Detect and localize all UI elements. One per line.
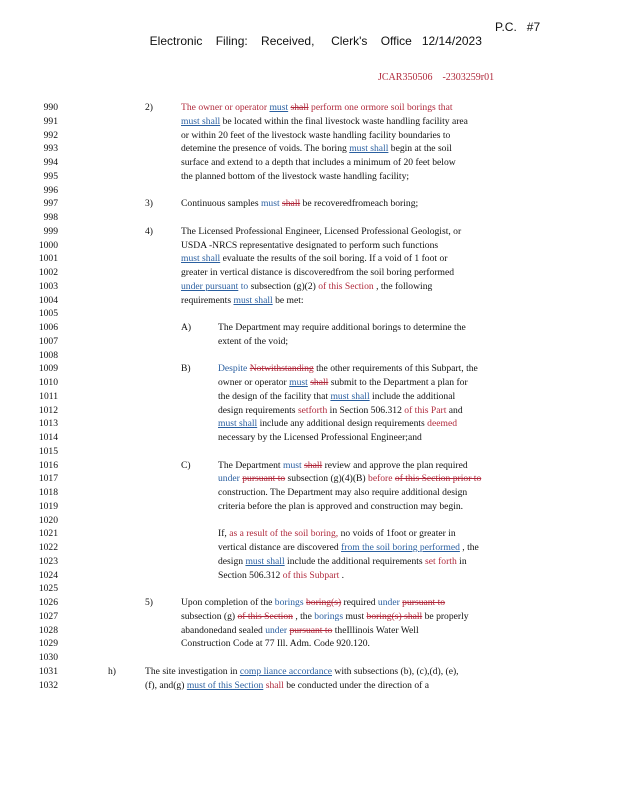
text-run: extent of the void; — [218, 335, 289, 347]
amended-text: of this Subpart — [282, 569, 340, 581]
deleted-text: Notwithstanding — [249, 363, 314, 375]
deleted-text: pursuant to — [402, 597, 446, 608]
line-number: 1027 — [38, 610, 58, 622]
line-number: 1028 — [38, 624, 58, 636]
text-run: theIllinois Water Well — [332, 624, 419, 636]
document-line — [0, 637, 618, 651]
line-number: 1030 — [38, 652, 58, 663]
line-text — [218, 555, 467, 569]
document-line — [0, 541, 618, 555]
filing-header — [143, 20, 553, 62]
deleted-text: shall — [290, 102, 309, 113]
amended-text: set forth — [425, 555, 457, 567]
line-number: 997 — [43, 198, 58, 210]
amended-text: must shall — [233, 294, 273, 306]
filing-header-page: P.C. #7 — [495, 20, 541, 34]
document-line — [0, 596, 618, 610]
line-text — [181, 142, 452, 156]
line-text — [218, 500, 463, 514]
line-number: 1018 — [38, 487, 58, 498]
document-line — [0, 142, 618, 156]
item-label: 2) — [145, 102, 153, 113]
line-number: 1019 — [38, 500, 58, 512]
line-text — [218, 486, 467, 500]
line-number: 1010 — [38, 377, 58, 388]
line-text — [181, 294, 304, 308]
document-line — [0, 569, 618, 583]
text-run: construction. The Department may also require additional design — [218, 487, 468, 498]
text-run: begin at the soil — [388, 143, 452, 155]
text-run: the planned bottom of the livestock waste handling facility; — [181, 170, 410, 182]
document-line — [0, 679, 618, 693]
item-label: 5) — [145, 597, 153, 608]
text-run: subsection (g)(4)(B) — [285, 473, 369, 485]
text-run: abandonedand sealed — [181, 624, 266, 636]
rule-text-body — [0, 101, 618, 692]
deleted-text: boring(s) — [305, 597, 342, 608]
text-run: The site investigation in — [145, 665, 240, 677]
filing-header-title: Electronic Filing: Received, Clerk's Office 12/14/2023 — [149, 34, 482, 48]
line-text — [218, 362, 478, 376]
document-line — [0, 349, 618, 363]
line-text — [181, 624, 419, 638]
line-number: 1024 — [38, 569, 58, 581]
document-line — [0, 335, 618, 349]
text-run: subsection (g)(2) — [250, 280, 319, 292]
line-text — [218, 417, 457, 431]
text-run: design — [218, 555, 246, 567]
text-run: (f), and(g) — [145, 679, 187, 691]
amended-text: must — [289, 377, 308, 388]
text-run: owner or operator — [218, 377, 290, 388]
text-run: , the — [292, 610, 315, 622]
amended-text: from the soil boring performed — [341, 542, 460, 553]
amended-text: must shall — [349, 143, 389, 155]
line-number: 1031 — [38, 665, 58, 677]
line-text — [145, 679, 429, 693]
document-line — [0, 252, 618, 266]
text-run: . — [339, 569, 345, 581]
text-run: and — [446, 404, 463, 416]
line-text — [218, 321, 466, 335]
line-text — [218, 541, 479, 555]
line-number: 995 — [43, 170, 58, 182]
amended-text: under — [265, 624, 288, 636]
document-line — [0, 527, 618, 541]
text-run: include any additional design requirements — [257, 418, 428, 430]
amended-text: must shall — [181, 115, 221, 127]
line-text — [181, 596, 445, 610]
amended-text: must shall — [330, 390, 370, 402]
line-text — [181, 101, 453, 115]
line-number: 1008 — [38, 349, 58, 361]
text-run: If, — [218, 528, 230, 540]
amended-text: setforth — [297, 404, 328, 416]
line-text — [218, 472, 481, 486]
line-number: 1032 — [38, 679, 58, 691]
text-run: review and approve the plan required — [322, 459, 468, 471]
deleted-text: shall — [304, 459, 323, 471]
line-number: 1003 — [38, 280, 58, 292]
document-line — [0, 225, 618, 239]
line-text — [181, 225, 461, 239]
text-run: Section 506.312 — [218, 569, 283, 581]
line-text — [181, 266, 454, 280]
line-number: 1017 — [38, 473, 58, 485]
document-line — [0, 197, 618, 211]
text-run: Upon completion of the — [181, 597, 275, 608]
text-run: or within 20 feet of the livestock waste handling facility boundaries to — [181, 129, 451, 141]
line-number: 994 — [43, 157, 58, 168]
document-line — [0, 307, 618, 321]
amended-text: Despite — [218, 363, 250, 375]
amended-text: deemed — [427, 418, 458, 430]
text-run: Construction Code at 77 Ill. Adm. Code 920.120. — [181, 638, 370, 650]
line-number: 1002 — [38, 267, 58, 278]
item-label: h) — [108, 665, 116, 677]
item-label: C) — [181, 459, 191, 471]
line-number: 1011 — [39, 390, 58, 402]
document-line — [0, 472, 618, 486]
line-text — [218, 404, 463, 418]
deleted-text: of this Section prior to — [394, 473, 482, 485]
text-run: criteria before the plan is approved and construction may begin. — [218, 500, 464, 512]
text-run: requirements — [181, 294, 234, 306]
item-label: 3) — [145, 198, 153, 210]
text-run: design requirements — [218, 404, 298, 416]
document-line — [0, 417, 618, 431]
text-run: surface and extend to a depth that includes a minimum of 20 feet below — [181, 157, 456, 168]
text-run: include the additional — [369, 390, 456, 402]
line-number: 991 — [43, 115, 58, 127]
document-line — [0, 624, 618, 638]
amended-text: to — [238, 280, 251, 292]
text-run: be conducted under the direction of a — [283, 679, 430, 691]
amended-text: under pursuant — [181, 280, 239, 292]
line-number: 1001 — [38, 253, 58, 265]
line-text — [218, 459, 468, 473]
line-number: 992 — [43, 129, 58, 141]
document-line — [0, 390, 618, 404]
text-run: USDA -NRCS representative designated to perform such functions — [181, 239, 439, 251]
document-line — [0, 321, 618, 335]
line-text — [181, 280, 432, 294]
document-line — [0, 184, 618, 198]
amended-text: of this Part — [404, 404, 447, 416]
document-line — [0, 376, 618, 390]
document-line — [0, 101, 618, 115]
document-line — [0, 651, 618, 665]
text-run: be recoveredfromeach boring; — [300, 198, 419, 210]
amended-text: borings — [314, 610, 344, 622]
line-number: 996 — [43, 184, 58, 196]
document-line — [0, 239, 618, 253]
line-text — [181, 197, 418, 211]
text-run: be located within the final livestock waste handling facility area — [220, 115, 468, 127]
line-text — [218, 376, 468, 390]
amended-text: comp liance accordance — [239, 665, 333, 677]
line-number: 1012 — [38, 404, 58, 416]
text-run: the design of the facility that — [218, 390, 331, 402]
line-number: 1009 — [38, 363, 58, 375]
amended-text: of this Section — [318, 280, 374, 292]
item-label: A) — [181, 322, 192, 333]
deleted-text: shall — [282, 198, 301, 210]
amended-text: must shall — [245, 555, 285, 567]
line-number: 1029 — [38, 638, 58, 650]
document-line — [0, 431, 618, 445]
document-line — [0, 486, 618, 500]
document-line — [0, 156, 618, 170]
line-number: 1025 — [38, 583, 58, 595]
text-run: in — [456, 555, 467, 567]
line-number: 1023 — [38, 555, 58, 567]
document-line — [0, 459, 618, 473]
line-number: 1014 — [38, 432, 58, 443]
deleted-text: of this Section — [237, 610, 293, 622]
document-line — [0, 170, 618, 184]
text-run: required — [341, 597, 378, 608]
text-run: greater in vertical distance is discoveredfrom the soil boring performed — [181, 267, 455, 278]
text-run: must — [343, 610, 367, 622]
line-text — [181, 170, 409, 184]
line-text — [181, 610, 469, 624]
line-text — [218, 335, 288, 349]
deleted-text: boring(s) shall — [366, 610, 423, 622]
text-run: The Department may require additional borings to determine the — [218, 322, 466, 333]
text-run: evaluate the results of the soil boring. If a void of 1 foot or — [220, 253, 448, 265]
amended-text: as a result of the soil boring, — [229, 528, 339, 540]
text-run: The Licensed Professional Engineer, Licensed Professional Geologist, or — [181, 225, 462, 237]
deleted-text: pursuant to — [242, 473, 286, 485]
amended-text: perform one ormore soil borings that — [308, 102, 453, 113]
line-number: 993 — [43, 143, 58, 155]
amended-text: must — [269, 102, 289, 113]
document-line — [0, 665, 618, 679]
line-text — [218, 569, 344, 583]
amended-text: shall — [265, 679, 284, 691]
text-run: The Department — [218, 459, 283, 471]
line-number: 1013 — [38, 418, 58, 430]
line-number: 999 — [43, 225, 58, 237]
line-text — [181, 129, 450, 143]
line-text — [181, 252, 447, 266]
amended-text: under — [218, 473, 243, 485]
line-number: 1015 — [38, 445, 58, 457]
text-run: vertical distance are discovered — [218, 542, 342, 553]
document-line — [0, 294, 618, 308]
text-run: with subsections (b), (c),(d), (e), — [332, 665, 459, 677]
line-text — [181, 156, 456, 170]
item-label: 4) — [145, 225, 153, 237]
amended-text: must shall — [218, 418, 258, 430]
line-number: 1022 — [38, 542, 58, 553]
line-number: 1006 — [38, 322, 58, 333]
line-text — [181, 115, 468, 129]
text-run: in Section 506.312 — [327, 404, 405, 416]
line-number: 1004 — [38, 294, 58, 306]
line-text — [218, 431, 422, 445]
document-line — [0, 129, 618, 143]
document-line — [0, 280, 618, 294]
amended-text: must — [260, 198, 280, 210]
text-run: detemine the presence of voids. The boring — [181, 143, 350, 155]
deleted-text: pursuant to — [289, 624, 333, 636]
document-line — [0, 362, 618, 376]
text-run: include the additional requirements — [284, 555, 426, 567]
document-line — [0, 514, 618, 528]
line-number: 990 — [43, 102, 58, 113]
text-run: be met: — [272, 294, 304, 306]
text-run: , the — [459, 542, 479, 553]
line-number: 1020 — [38, 514, 58, 526]
line-number: 1021 — [38, 528, 58, 540]
text-run: be properly — [422, 610, 469, 622]
amended-text: must — [283, 459, 302, 471]
line-number: 1016 — [38, 459, 58, 471]
amended-text: must of this Section — [186, 679, 264, 691]
line-number: 1026 — [38, 597, 58, 608]
text-run: submit to the Department a plan for — [328, 377, 468, 388]
document-line — [0, 211, 618, 225]
amended-text: before — [368, 473, 393, 485]
document-line — [0, 266, 618, 280]
line-text — [218, 390, 455, 404]
amended-text: The owner or operator — [181, 102, 270, 113]
line-text — [181, 637, 370, 651]
text-run: subsection (g) — [181, 610, 238, 622]
document-id: JCAR350506 -2303259r01 — [378, 72, 495, 83]
document-line — [0, 445, 618, 459]
amended-text: must shall — [181, 253, 221, 265]
text-run: the other requirements of this Subpart, the — [313, 363, 478, 375]
line-text — [218, 527, 456, 541]
line-text — [145, 665, 459, 679]
line-number: 1005 — [38, 308, 58, 320]
text-run: no voids of 1foot or greater in — [338, 528, 456, 540]
text-run: Continuous samples — [181, 198, 261, 210]
line-number: 1007 — [38, 335, 58, 347]
text-run: , the following — [373, 280, 433, 292]
amended-text: borings — [274, 597, 304, 608]
line-text — [181, 239, 438, 253]
line-number: 1000 — [38, 239, 58, 251]
document-line — [0, 582, 618, 596]
document-line — [0, 115, 618, 129]
deleted-text: shall — [310, 377, 329, 388]
document-line — [0, 404, 618, 418]
amended-text: under — [377, 597, 400, 608]
document-line — [0, 610, 618, 624]
document-line — [0, 500, 618, 514]
text-run: necessary by the Licensed Professional Engineer;and — [218, 432, 422, 443]
item-label: B) — [181, 363, 191, 375]
document-line — [0, 555, 618, 569]
line-number: 998 — [43, 212, 58, 223]
